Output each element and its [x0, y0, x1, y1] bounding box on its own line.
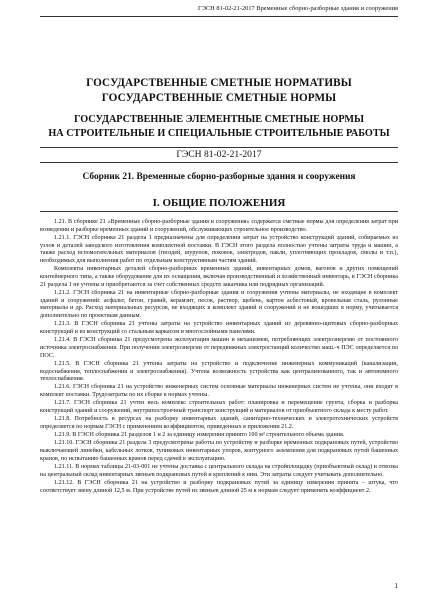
main-title: [40, 76, 398, 105]
section-divider: [40, 211, 398, 212]
paragraph: 1.21.12. В ГЭСН сборника 21 на устройство и разборку подкрановых путей за единицу измерения принята – штука, что соответствует звену длиной 12,5 м. При устройстве путей из звеньев длиной 25 м к нормам следует применять коэффициент 2.: [40, 479, 398, 494]
document-code: ГЭСН 81-02-21-2017: [40, 147, 398, 163]
paragraph: 1.21.8. Потребность в ресурсах на разборку инвентарных зданий, санитарно-технических и электротехнических устройств определяется по нормам ГЭСН с применением коэффициентов, приведенных в приложении 21.2.: [40, 416, 398, 431]
paragraph: 1.21.11. В нормах таблицы 21-03-001 не учтены доставка с центрального склада на стройплощадку (приобъектный склад) и отвозка на центральный склад инвентарных звеньев подкрановых путей и креплений к ним. Эти затраты следует учитывать дополнительно.: [40, 463, 398, 478]
running-header: ГЭСН 81-02-21-2017 Временные сборно-разборные здания и сооружения: [198, 5, 398, 12]
paragraph: 1.21.1. ГЭСН сборника 21 раздела 1 предназначены для определения затрат на устройство конструкций зданий, собираемых из узлов и деталей заводского изготовления комплектной поставки. В ГЭСН этого раздела полностью учтены затраты труда и машин, а также расход вспомогательных материалов (гвоздей, шурупов, поковок, электродов, пакли, уплотняющих прокладок, смолы и т.п.), необходимых для выполнения работ по отдельным конструктивным частям зданий.: [40, 234, 398, 265]
page-number: 1: [394, 582, 398, 590]
body-text: [40, 219, 398, 496]
section-heading: I. ОБЩИЕ ПОЛОЖЕНИЯ: [152, 197, 286, 209]
paragraph: 1.21.5. В ГЭСН сборника 21 учтены затраты на устройство и подключение инженерных коммуникаций (канализации, водоснабжения, теплоснабжения и электроснабжения). Учтена возможность устройства как централизованного, так и автономного теплоснабжения.: [40, 360, 398, 383]
paragraph: Комплекты инвентарных деталей сборно-разборных временных зданий, инвентарных домов, вагонов и других помещений контейнерного типа, а также оборудование для их оснащения, включая производственный и хозяйственный инвентарь, в ГЭСН сборника 21 раздела 1 не учтены и приобретаются за счет собственных средств заказчика или подрядных организаций.: [40, 266, 398, 288]
paragraph: 1.21. В сборнике 21 «Временные сборно-разборные здания и сооружения» содержатся сметные нормы для определения затрат при возведении и разборке временных зданий и сооружений, обслуживающих строительное производство.: [40, 219, 398, 233]
paragraph: 1.21.10. ГЭСН сборника 21 раздела 3 предусмотрены работы по устройству и разборке временных подкрановых путей, устройство выключающей линейки, кабельных лотков, тупиковых инвентарных упоров, контурного заземления для подкрановых путей башенных кранов, по испытанию башенных кранов перед сдачей в эксплуатацию.: [40, 440, 398, 462]
paragraph: 1.21.6. ГЭСН сборника 21 на устройство инженерных систем основные материалы инженерных систем не учтены, они входят в комплект поставки. Трудозатраты по их сборке в нормах учтены.: [40, 384, 398, 399]
title-line-2: ГОСУДАРСТВЕННЫЕ СМЕТНЫЕ НОРМЫ: [101, 91, 337, 104]
title-line-3: ГОСУДАРСТВЕННЫЕ ЭЛЕМЕНТНЫЕ СМЕТНЫЕ НОРМЫ: [74, 114, 364, 125]
collection-title: Сборник 21. Временные сборно-разборные здания и сооружения: [82, 172, 356, 182]
subtitle: [40, 113, 398, 140]
title-line-4: НА СТРОИТЕЛЬНЫЕ И СПЕЦИАЛЬНЫЕ СТРОИТЕЛЬНЫЕ РАБОТЫ: [48, 127, 390, 139]
paragraph: 1.21.3. В ГЭСН сборника 21 учтены затраты на устройство инвентарных зданий из деревянно-щитовых сборно-разборных конструкций и из конструкций со стальным каркасом и многослойными панелями.: [40, 321, 398, 336]
paragraph: 1.21.2. ГЭСН сборника 21 на инвентарные сборно-разборные здания и сооружения учтены материалы, не входящие в комплект зданий и сооружений: асфальт, бетон, гравий, керамзит, песок, раствор, щебень, картон асбестовый, кровельная сталь, рулонные материалы и др. Расход материальных ресурсов, не входящих в комплект зданий и сооружений и не вошедших в норму, учитывается дополнительно по проектным данным.: [40, 289, 398, 320]
paragraph: 1.21.9. В ГЭСН сборника 21 разделов 1 и 2 за единицу измерения принято 100 м³ строительного объема здания.: [54, 432, 345, 439]
paragraph: 1.21.7. ГЭСН сборника 21 учтен весь комплекс строительных работ: планировка и перемещение грунта, сборка и разборка конструкций зданий и сооружений, внутрипостроечный транспорт конструкций и материалов от приобъектного склада к месту работ.: [40, 400, 398, 415]
header-divider: [40, 16, 398, 17]
title-line-1: ГОСУДАРСТВЕННЫЕ СМЕТНЫЕ НОРМАТИВЫ: [86, 77, 352, 89]
paragraph: 1.21.4. В ГЭСН сборника 21 предусмотрена эксплуатация машин и механизмов, потребляющих электроэнергию от постоянного источника электроснабжения. При получении электроэнергии от передвижных электростанций количество маш.-ч ПЭС определяется по ПОС.: [40, 337, 398, 359]
